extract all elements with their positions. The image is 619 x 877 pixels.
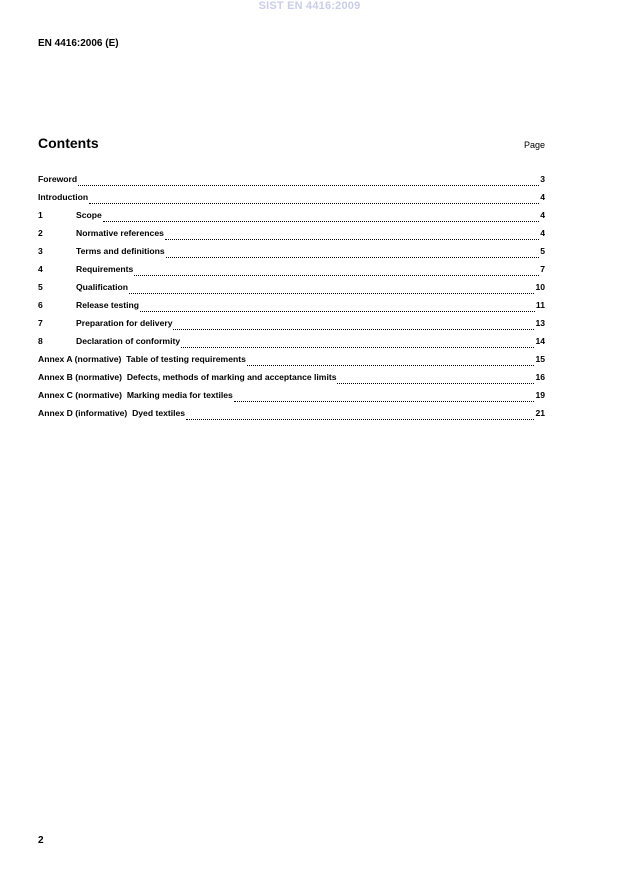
dot-leader	[103, 221, 539, 222]
toc-entry-number: 7	[38, 318, 43, 328]
toc-entry-declaration-of-conformity[interactable]	[38, 336, 545, 354]
toc-entry-number: 3	[38, 246, 43, 256]
toc-entry-title: Normative references	[76, 228, 164, 238]
toc-entry-annex-c[interactable]	[38, 390, 545, 408]
toc-entry-title: Introduction	[38, 192, 89, 202]
toc-entry-page: 5	[540, 246, 545, 256]
toc-entry-title: Annex D (informative) Dyed textiles	[38, 408, 186, 418]
toc-entry-title: Declaration of conformity	[76, 336, 181, 346]
dot-leader	[247, 365, 535, 366]
toc-entry-page: 16	[535, 372, 545, 382]
toc-entry-annex-d[interactable]	[38, 408, 545, 426]
toc-entry-page: 21	[535, 408, 545, 418]
table-of-contents	[38, 174, 545, 426]
dot-leader	[129, 293, 534, 294]
dot-leader	[173, 329, 534, 330]
toc-entry-page: 11	[535, 300, 545, 310]
toc-entry-page: 4	[540, 192, 545, 202]
toc-entry-title: Release testing	[76, 300, 140, 310]
toc-entry-release-testing[interactable]	[38, 300, 545, 318]
page-number: 2	[38, 835, 44, 846]
dot-leader	[134, 275, 539, 276]
toc-entry-title: Scope	[76, 210, 102, 220]
dot-leader	[234, 401, 535, 402]
toc-entry-title: Preparation for delivery	[76, 318, 173, 328]
document-id: EN 4416:2006 (E)	[38, 38, 119, 49]
toc-entry-page: 7	[540, 264, 545, 274]
toc-entry-title: Terms and definitions	[76, 246, 165, 256]
toc-entry-title: Requirements	[76, 264, 134, 274]
toc-entry-requirements[interactable]	[38, 264, 545, 282]
toc-entry-number: 8	[38, 336, 43, 346]
toc-entry-normative-references[interactable]	[38, 228, 545, 246]
contents-heading: Contents	[38, 135, 99, 151]
toc-entry-title: Qualification	[76, 282, 129, 292]
toc-entry-annex-b[interactable]	[38, 372, 545, 390]
toc-entry-qualification[interactable]	[38, 282, 545, 300]
toc-entry-page: 4	[540, 228, 545, 238]
dot-leader	[140, 311, 535, 312]
toc-entry-number: 5	[38, 282, 43, 292]
toc-entry-terms-and-definitions[interactable]	[38, 246, 545, 264]
toc-entry-number: 1	[38, 210, 43, 220]
toc-entry-number: 2	[38, 228, 43, 238]
toc-entry-title: Foreword	[38, 174, 78, 184]
toc-entry-scope[interactable]	[38, 210, 545, 228]
dot-leader	[186, 419, 534, 420]
toc-entry-page: 13	[535, 318, 545, 328]
dot-leader	[89, 203, 539, 204]
toc-entry-page: 3	[540, 174, 545, 184]
page-column-label: Page	[523, 140, 545, 150]
toc-entry-page: 19	[535, 390, 545, 400]
toc-entry-page: 10	[535, 282, 545, 292]
toc-entry-page: 14	[535, 336, 545, 346]
dot-leader	[165, 239, 539, 240]
toc-entry-foreword[interactable]	[38, 174, 545, 192]
toc-entry-number: 6	[38, 300, 43, 310]
toc-entry-page: 15	[535, 354, 545, 364]
dot-leader	[166, 257, 540, 258]
toc-entry-title: Annex A (normative) Table of testing requirements	[38, 354, 246, 364]
dot-leader	[337, 383, 534, 384]
toc-entry-annex-a[interactable]	[38, 354, 545, 372]
toc-entry-preparation-for-delivery[interactable]	[38, 318, 545, 336]
toc-entry-introduction[interactable]	[38, 192, 545, 210]
toc-entry-title: Annex C (normative) Marking media for textiles	[38, 390, 233, 400]
watermark: SIST EN 4416:2009	[258, 0, 361, 12]
dot-leader	[78, 185, 539, 186]
toc-entry-number: 4	[38, 264, 43, 274]
toc-entry-page: 4	[540, 210, 545, 220]
toc-entry-title: Annex B (normative) Defects, methods of marking and acceptance limits	[38, 372, 337, 382]
dot-leader	[181, 347, 534, 348]
